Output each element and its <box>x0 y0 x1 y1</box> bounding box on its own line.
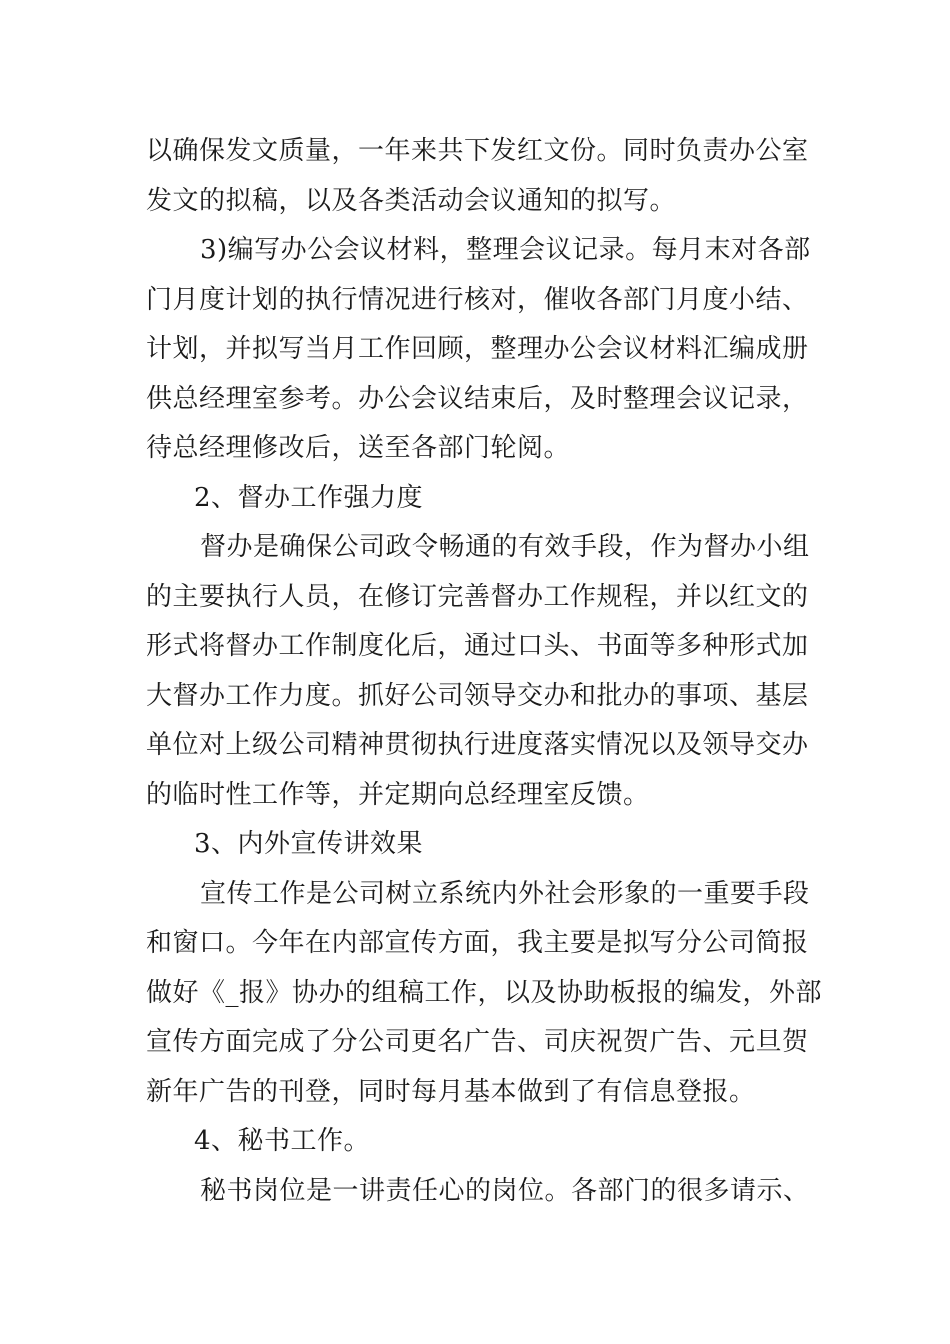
text-line: 新年广告的刊登，同时每月基本做到了有信息登报。 <box>146 1076 756 1107</box>
text-line: 督办是确保公司政令畅通的有效手段，作为督办小组 <box>200 532 810 562</box>
section-heading: 3、内外宣传讲效果 <box>194 829 424 859</box>
section-heading: 4、秘书工作。 <box>194 1126 371 1156</box>
text-line: 发文的拟稿，以及各类活动会议通知的拟写。 <box>146 185 677 216</box>
text-line: 以确保发文质量，一年来共下发红文份。同时负责办公室 <box>146 136 809 166</box>
text-line: 和窗口。今年在内部宣传方面，我主要是拟写分公司简报 <box>146 928 809 958</box>
text-line: 大督办工作力度。抓好公司领导交办和批办的事项、基层 <box>146 680 809 711</box>
text-line: 做好《_报》协办的组稿工作，以及协助板报的编发，外部 <box>146 977 823 1008</box>
text-line: 秘书岗位是一讲责任心的岗位。各部门的很多请示、 <box>200 1175 810 1206</box>
text-line: 的主要执行人员，在修订完善督办工作规程，并以红文的 <box>146 581 809 612</box>
text-line: 门月度计划的执行情况进行核对，催收各部门月度小结、 <box>146 284 809 315</box>
text-line: 宣传工作是公司树立系统内外社会形象的一重要手段 <box>200 878 810 909</box>
text-line: 3)编写办公会议材料，整理会议记录。每月末对各部 <box>200 235 811 265</box>
text-line: 待总经理修改后，送至各部门轮阅。 <box>146 433 571 463</box>
text-line: 供总经理室参考。办公会议结束后，及时整理会议记录， <box>146 383 809 414</box>
text-line: 宣传方面完成了分公司更名广告、司庆祝贺广告、元旦贺 <box>146 1027 809 1057</box>
text-line: 的临时性工作等，并定期向总经理室反馈。 <box>146 779 650 810</box>
section-heading: 2、督办工作强力度 <box>194 482 424 513</box>
text-line: 形式将督办工作制度化后，通过口头、书面等多种形式加 <box>146 631 809 661</box>
text-line: 单位对上级公司精神贯彻执行进度落实情况以及领导交办 <box>146 730 809 760</box>
document-body <box>146 127 823 1216</box>
text-line: 计划，并拟写当月工作回顾，整理办公会议材料汇编成册 <box>146 334 809 364</box>
